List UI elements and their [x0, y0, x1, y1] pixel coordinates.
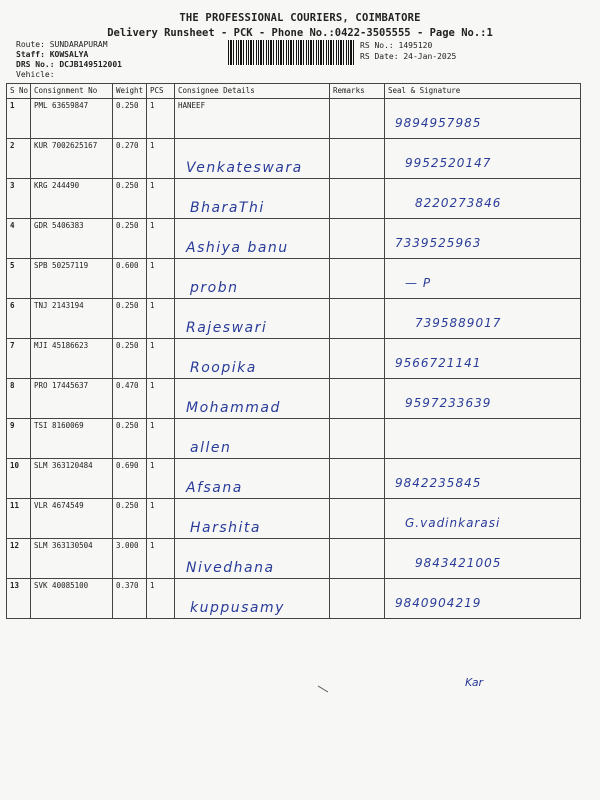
cell-sno: 7	[7, 339, 31, 379]
cell-consignee: HANEEF	[175, 99, 330, 139]
cell-consignment: KRG 244490	[31, 179, 113, 219]
cell-sno: 10	[7, 459, 31, 499]
rs-no-line	[360, 41, 432, 50]
cell-consignment: KUR 7002625167	[31, 139, 113, 179]
cell-sno: 6	[7, 299, 31, 339]
rs-no-value: 1495120	[398, 41, 433, 50]
cell-weight: 0.370	[113, 579, 147, 619]
cell-sno: 1	[7, 99, 31, 139]
cell-remarks	[330, 339, 385, 379]
handwritten-signature: 9843421005	[415, 556, 502, 570]
cell-consignment: VLR 4674549	[31, 499, 113, 539]
cell-sno: 8	[7, 379, 31, 419]
handwritten-signature: 9840904219	[395, 596, 482, 610]
handwritten-signature: 9566721141	[395, 356, 482, 370]
handwritten-name: Afsana	[186, 480, 243, 496]
cell-remarks	[330, 499, 385, 539]
cell-sno: 9	[7, 419, 31, 459]
drs-line	[16, 60, 122, 69]
handwritten-name: Harshita	[190, 520, 261, 536]
table-row	[7, 419, 581, 459]
handwritten-signature: 7395889017	[415, 316, 502, 330]
cell-pcs: 1	[147, 539, 175, 579]
cell-sno: 13	[7, 579, 31, 619]
handwritten-name: Roopika	[190, 360, 257, 376]
cell-pcs: 1	[147, 299, 175, 339]
cell-remarks	[330, 419, 385, 459]
cell-pcs: 1	[147, 379, 175, 419]
table-row	[7, 459, 581, 499]
handwritten-signature: 8220273846	[415, 196, 502, 210]
runsheet-subtitle: Delivery Runsheet - PCK - Phone No.:0422-3505555 - Page No.:1	[107, 27, 493, 39]
cell-weight: 0.470	[113, 379, 147, 419]
cell-weight: 0.250	[113, 219, 147, 259]
cell-pcs: 1	[147, 419, 175, 459]
route-value: SUNDARAPURAM	[49, 40, 108, 49]
cell-remarks	[330, 259, 385, 299]
cell-weight: 0.600	[113, 259, 147, 299]
table-row	[7, 259, 581, 299]
cell-remarks	[330, 579, 385, 619]
cell-sno: 4	[7, 219, 31, 259]
cell-weight: 0.250	[113, 299, 147, 339]
route-label: Route:	[16, 40, 45, 49]
cell-remarks	[330, 459, 385, 499]
col-header-signature: Seal & Signature	[385, 84, 581, 99]
col-header-weight: Weight	[113, 84, 147, 99]
route-line	[16, 40, 108, 49]
rs-date-value: 24-Jan-2025	[403, 52, 457, 61]
cell-sno: 5	[7, 259, 31, 299]
cell-consignment: GDR 5406383	[31, 219, 113, 259]
cell-consignment: PRO 17445637	[31, 379, 113, 419]
handwritten-signature: 9597233639	[405, 396, 492, 410]
table-row	[7, 579, 581, 619]
cell-remarks	[330, 219, 385, 259]
cell-weight: 0.250	[113, 419, 147, 459]
barcode	[228, 40, 354, 65]
table-row	[7, 379, 581, 419]
cell-pcs: 1	[147, 219, 175, 259]
col-header-consignee: Consignee Details	[175, 84, 330, 99]
cell-pcs: 1	[147, 579, 175, 619]
cell-pcs: 1	[147, 179, 175, 219]
handwritten-name: Ashiya banu	[186, 240, 289, 256]
table-row	[7, 99, 581, 139]
handwritten-signature: — P	[405, 276, 432, 290]
handwritten-name: Rajeswari	[186, 320, 268, 336]
cell-consignment: TSI 8160069	[31, 419, 113, 459]
rs-no-label: RS No.:	[360, 41, 394, 50]
handwritten-name: Venkateswara	[186, 160, 303, 176]
handwritten-name: kuppusamy	[190, 600, 285, 616]
footer-initials: Kar	[465, 676, 484, 689]
cell-weight: 0.690	[113, 459, 147, 499]
col-header-pcs: PCS	[147, 84, 175, 99]
rs-date-line	[360, 52, 456, 61]
cell-consignment: SLM 363130504	[31, 539, 113, 579]
cell-consignment: TNJ 2143194	[31, 299, 113, 339]
cell-consignment: MJI 45186623	[31, 339, 113, 379]
handwritten-signature: 9952520147	[405, 156, 492, 170]
staff-label: Staff:	[16, 50, 45, 59]
drs-label: DRS No.:	[16, 60, 55, 69]
cell-weight: 0.250	[113, 339, 147, 379]
cell-remarks	[330, 299, 385, 339]
cell-weight: 0.250	[113, 179, 147, 219]
company-title: THE PROFESSIONAL COURIERS, COIMBATORE	[179, 12, 421, 24]
col-header-sno: S No	[7, 84, 31, 99]
vehicle-label: Vehicle:	[16, 70, 55, 79]
staff-value: KOWSALYA	[49, 50, 89, 59]
cell-remarks	[330, 99, 385, 139]
cell-sno: 11	[7, 499, 31, 539]
cell-consignment: SVK 40085100	[31, 579, 113, 619]
staff-line	[16, 50, 88, 59]
pen-mark-icon	[316, 684, 330, 694]
rs-date-label: RS Date:	[360, 52, 399, 61]
cell-consignment: SPB 50257119	[31, 259, 113, 299]
cell-consignment: PML 63659847	[31, 99, 113, 139]
cell-pcs: 1	[147, 259, 175, 299]
handwritten-name: allen	[190, 440, 232, 456]
cell-remarks	[330, 139, 385, 179]
cell-pcs: 1	[147, 139, 175, 179]
handwritten-signature: 7339525963	[395, 236, 482, 250]
handwritten-signature: G.vadinkarasi	[405, 516, 501, 530]
table-row	[7, 219, 581, 259]
cell-remarks	[330, 379, 385, 419]
cell-sno: 2	[7, 139, 31, 179]
cell-signature	[385, 419, 581, 459]
cell-pcs: 1	[147, 459, 175, 499]
handwritten-name: probn	[190, 280, 239, 296]
vehicle-line	[16, 70, 55, 79]
handwritten-signature: 9842235845	[395, 476, 482, 490]
cell-remarks	[330, 539, 385, 579]
cell-consignment: SLM 363120484	[31, 459, 113, 499]
handwritten-name: Nivedhana	[186, 560, 275, 576]
handwritten-signature: 9894957985	[395, 116, 482, 130]
cell-remarks	[330, 179, 385, 219]
table-header-row	[7, 84, 581, 99]
cell-pcs: 1	[147, 339, 175, 379]
cell-weight: 0.250	[113, 99, 147, 139]
col-header-consignment: Consignment No	[31, 84, 113, 99]
cell-sno: 12	[7, 539, 31, 579]
handwritten-name: Mohammad	[186, 400, 281, 416]
drs-value: DCJB149512001	[59, 60, 122, 69]
cell-sno: 3	[7, 179, 31, 219]
cell-pcs: 1	[147, 99, 175, 139]
table-row	[7, 339, 581, 379]
handwritten-name: BharaThi	[190, 200, 265, 216]
cell-weight: 3.000	[113, 539, 147, 579]
col-header-remarks: Remarks	[330, 84, 385, 99]
cell-pcs: 1	[147, 499, 175, 539]
cell-weight: 0.250	[113, 499, 147, 539]
cell-weight: 0.270	[113, 139, 147, 179]
